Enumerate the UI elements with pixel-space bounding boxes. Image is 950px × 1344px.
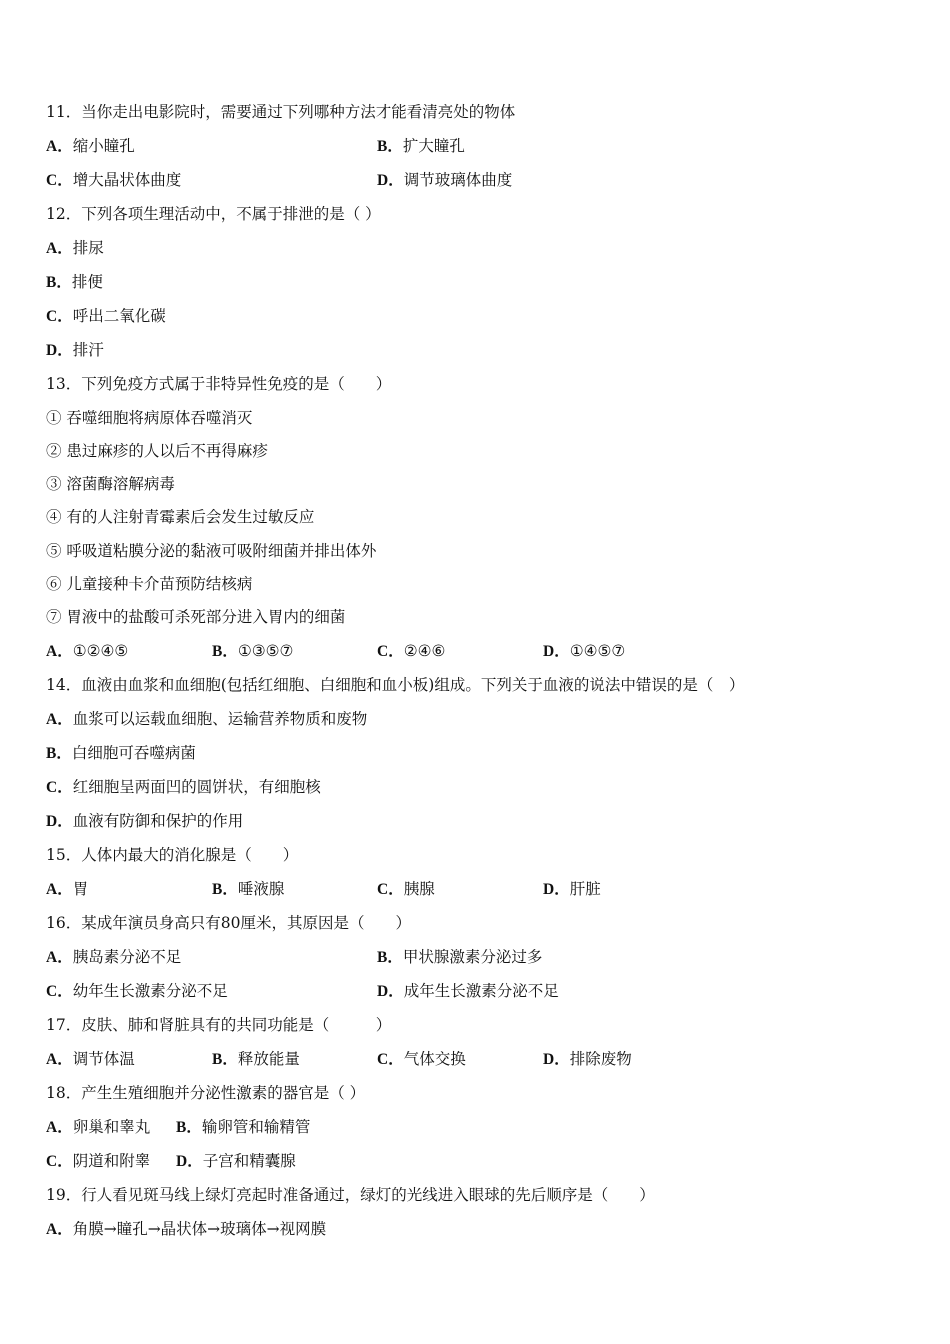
question-17-stem: 17．皮肤、肺和肾脏具有的共同功能是（ ） [46,1016,392,1034]
q18-option-b: B．输卵管和输精管 [176,1118,311,1136]
q12-option-b: B．排便 [46,273,103,291]
q16-option-d: D．成年生长激素分泌不足 [377,982,559,1000]
q14-option-a: A．血浆可以运载血细胞、运输营养物质和废物 [46,710,368,728]
q18-option-c: C．阴道和附睾 [46,1152,151,1170]
q14-option-c: C．红细胞呈两面凹的圆饼状，有细胞核 [46,778,321,796]
q13-item-2: ② 患过麻疹的人以后不再得麻疹 [46,442,268,460]
question-15-stem: 15．人体内最大的消化腺是（ ） [46,846,299,864]
q18-option-d: D．子宫和精囊腺 [176,1152,296,1170]
q12-option-c: C．呼出二氧化碳 [46,307,166,325]
q15-option-a: A．胃 [46,880,89,898]
question-19-stem: 19．行人看见斑马线上绿灯亮起时准备通过，绿灯的光线进入眼球的先后顺序是（ ） [46,1186,655,1204]
q13-item-7: ⑦ 胃液中的盐酸可杀死部分进入胃内的细菌 [46,608,346,626]
q13-item-4: ④ 有的人注射青霉素后会发生过敏反应 [46,508,315,526]
q14-option-d: D．血液有防御和保护的作用 [46,812,244,830]
question-14-stem: 14．血液由血浆和血细胞(包括红细胞、白细胞和血小板)组成。下列关于血液的说法中错误的是（ ） [46,676,745,694]
q13-option-a: A．①②④⑤ [46,642,129,660]
q16-option-c: C．幼年生长激素分泌不足 [46,982,228,1000]
q12-option-d: D．排汗 [46,341,104,359]
q12-option-a: A．排尿 [46,239,104,257]
q13-item-3: ③ 溶菌酶溶解病毒 [46,475,175,493]
question-16-stem: 16．某成年演员身高只有80厘米，其原因是（ ） [46,914,411,932]
q13-option-b: B．①③⑤⑦ [212,642,294,660]
q13-option-c: C．②④⑥ [377,642,446,660]
q13-item-1: ① 吞噬细胞将病原体吞噬消灭 [46,409,253,427]
q17-option-d: D．排除废物 [543,1050,632,1068]
question-11-stem: 11．当你走出电影院时，需要通过下列哪种方法才能看清亮处的物体 [46,103,516,121]
q11-option-d: D．调节玻璃体曲度 [377,171,513,189]
question-13-stem: 13．下列免疫方式属于非特异性免疫的是（ ） [46,375,392,393]
q13-option-d: D．①④⑤⑦ [543,642,626,660]
q11-option-b: B．扩大瞳孔 [377,137,465,155]
q17-option-b: B．释放能量 [212,1050,300,1068]
question-18-stem: 18．产生生殖细胞并分泌性激素的器官是（ ） [46,1084,366,1102]
q13-item-5: ⑤ 呼吸道粘膜分泌的黏液可吸附细菌并排出体外 [46,542,377,560]
q15-option-d: D．肝脏 [543,880,601,898]
q15-option-b: B．唾液腺 [212,880,285,898]
q11-option-c: C．增大晶状体曲度 [46,171,182,189]
q16-option-a: A．胰岛素分泌不足 [46,948,182,966]
question-12-stem: 12．下列各项生理活动中，不属于排泄的是（ ） [46,205,381,223]
q14-option-b: B．白细胞可吞噬病菌 [46,744,196,762]
q19-option-a: A．角膜→瞳孔→晶状体→玻璃体→视网膜 [46,1220,327,1238]
q13-item-6: ⑥ 儿童接种卡介苗预防结核病 [46,575,253,593]
q11-option-a: A．缩小瞳孔 [46,137,135,155]
q15-option-c: C．胰腺 [377,880,435,898]
q16-option-b: B．甲状腺激素分泌过多 [377,948,543,966]
q17-option-a: A．调节体温 [46,1050,135,1068]
q18-option-a: A．卵巢和睾丸 [46,1118,151,1136]
q17-option-c: C．气体交换 [377,1050,466,1068]
